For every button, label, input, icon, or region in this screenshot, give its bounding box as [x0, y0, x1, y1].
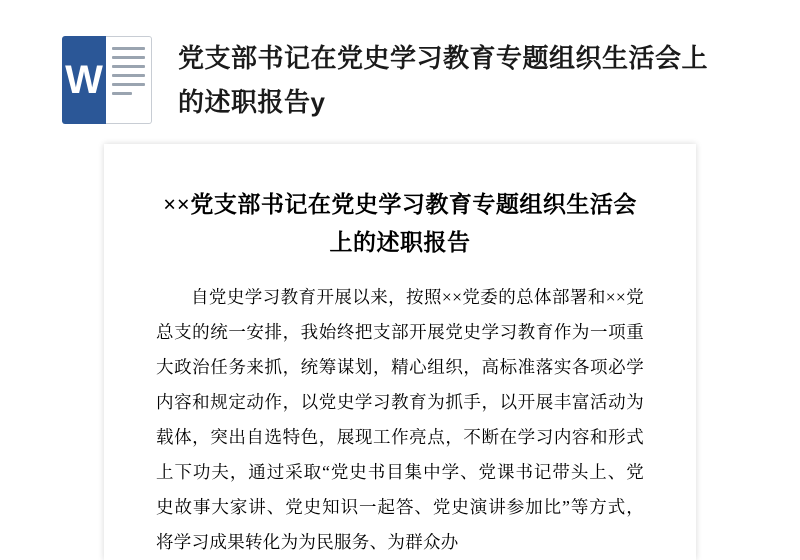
preview-header [0, 0, 800, 140]
word-icon-letter: W [62, 36, 106, 124]
doc-line [112, 83, 145, 86]
document-body-paragraph: 自党史学习教育开展以来，按照××党委的总体部署和××党总支的统一安排，我始终把支部开展党史学习教育作为一项重大政治任务来抓，统筹谋划，精心组织，高标准落实各项必学内容和规定动作，以党史学习教育为抓手，以开展丰富活动为载体，突出自选特色，展现工作亮点，不断在学习内容和形式上下功夫，通过采取“党史书目集中学、党课书记带头上、党史故事大家讲、党史知识一起答、党史演讲参加比”等方式，将学习成果转化为为民服务、为群众办 [156, 287, 644, 552]
doc-line [112, 47, 145, 50]
page-title: 党支部书记在党史学习教育专题组织生活会上的述职报告y [178, 43, 709, 117]
document-heading: ××党支部书记在党史学习教育专题组织生活会上的述职报告 [163, 192, 637, 255]
doc-line [112, 56, 145, 59]
word-document-icon [62, 36, 152, 124]
doc-line [112, 92, 132, 95]
doc-line [112, 65, 145, 68]
document-sheet [104, 144, 696, 560]
doc-line [112, 74, 145, 77]
word-icon-page [106, 36, 152, 124]
